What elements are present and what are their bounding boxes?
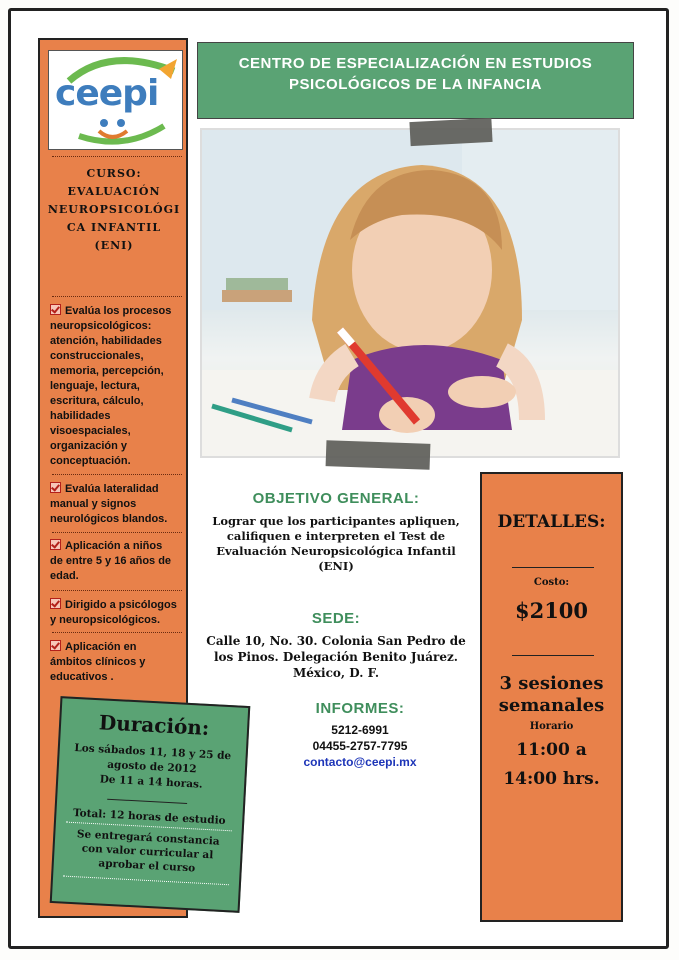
tape-decoration — [409, 118, 492, 146]
divider — [52, 632, 182, 633]
tape-decoration — [326, 440, 431, 470]
certificate-note: Se entregará constancia con valor curricular al aprobar el curso — [76, 828, 220, 875]
bullet-contexts: Aplicación en ámbitos clínicos y educativos . — [50, 641, 146, 683]
divider — [52, 590, 182, 591]
checkbox-icon — [50, 539, 61, 550]
info-title: INFORMES: — [315, 700, 405, 717]
venue-address: Calle 10, No. 30. Colonia San Pedro de los Pinos. Delegación Benito Juárez. México, D. F. — [206, 634, 466, 680]
cost-value: $2100 — [514, 598, 589, 623]
divider — [52, 474, 182, 475]
course-line: NEUROPSICOLÓGI — [47, 203, 181, 216]
divider — [512, 655, 594, 656]
objective-title: OBJETIVO GENERAL: — [252, 490, 420, 507]
bullet-processes: Evalúa los procesos neuropsicológicos: atención, habilidades construccionales, memoria, percepción, lenguaje, lectura, escritura, cálculo, habilidades visoespaciales, organización y conceptuación. — [50, 305, 172, 467]
course-line: CA INFANTIL — [66, 221, 162, 234]
sessions: 3 sesiones semanales — [498, 673, 605, 716]
photo-child-writing — [200, 128, 620, 458]
schedule-label: Horario — [529, 721, 574, 732]
bullet-ages: Aplicación a niños de entre 5 y 16 años de edad. — [50, 540, 172, 582]
divider — [52, 296, 182, 297]
course-line: EVALUACIÓN — [67, 185, 161, 198]
child-illustration — [202, 130, 618, 456]
duration-total: Total: 12 horas de estudio — [72, 806, 226, 827]
duration-title: Duración: — [98, 710, 210, 740]
divider — [512, 567, 594, 568]
details-panel — [480, 472, 623, 922]
divider — [52, 532, 182, 533]
divider — [107, 799, 187, 804]
details-title: DETALLES: — [497, 512, 606, 532]
header-line: PSICOLÓGICOS DE LA INFANCIA — [289, 76, 542, 93]
phone-number: 04455-2757-7795 — [312, 739, 408, 753]
venue-title: SEDE: — [311, 610, 361, 627]
email-link[interactable]: contacto@ceepi.mx — [303, 755, 417, 769]
checkbox-icon — [50, 482, 61, 493]
duration-dates: Los sábados 11, 18 y 25 de agosto de 2012 De 11 a 14 horas. — [74, 741, 232, 791]
checkbox-icon — [50, 640, 61, 651]
phone-number: 5212-6991 — [331, 723, 389, 737]
checkbox-icon — [50, 598, 61, 609]
logo-text: ceepi — [55, 73, 159, 114]
duration-card — [50, 696, 251, 913]
divider — [63, 876, 229, 886]
course-line: (ENI) — [94, 239, 134, 252]
header-banner — [197, 42, 634, 119]
objective-text: Lograr que los participantes apliquen, califiquen e interpreten el Test de Evaluación Neuropsicológica Infantil (ENI) — [212, 514, 460, 573]
cost-label: Costo: — [533, 577, 570, 588]
schedule-time: 11:00 a 14:00 hrs. — [503, 740, 600, 789]
course-title — [46, 165, 182, 255]
info-contacts — [220, 722, 500, 770]
course-label: CURSO: — [86, 167, 142, 180]
logo — [48, 50, 183, 150]
bullet-laterality: Evalúa lateralidad manual y signos neurológicos blandos. — [50, 483, 168, 525]
bullet-audience: Dirigido a psicólogos y neuropsicológicos. — [50, 599, 177, 626]
checkbox-icon — [50, 304, 61, 315]
header-line: CENTRO DE ESPECIALIZACIÓN EN ESTUDIOS — [238, 55, 593, 72]
divider — [52, 156, 182, 157]
